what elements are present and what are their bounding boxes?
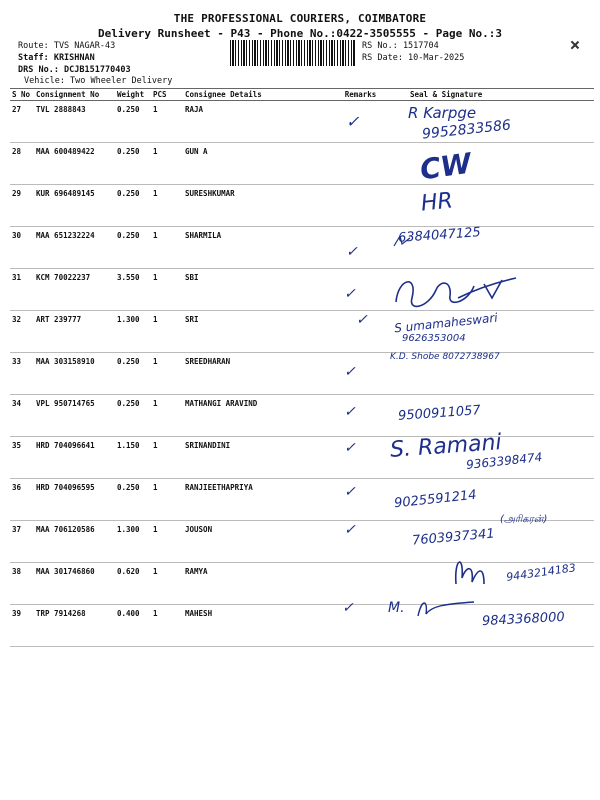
cell-consignment-no: HRD 704096595 xyxy=(34,479,115,521)
cell-remarks xyxy=(335,353,384,395)
remark-tick-mark: ✓ xyxy=(344,404,356,420)
cell-consignment-no: KCM 70022237 xyxy=(34,269,115,311)
cell-pcs: 1 xyxy=(151,227,183,269)
cell-sno: 28 xyxy=(10,143,34,185)
sig-39-name: M. xyxy=(388,600,405,616)
sig-29: HR xyxy=(419,188,455,217)
cell-pcs: 1 xyxy=(151,101,183,143)
cell-sno: 30 xyxy=(10,227,34,269)
cell-pcs: 1 xyxy=(151,143,183,185)
rs-date: RS Date: 10-Mar-2025 xyxy=(362,53,465,63)
cell-weight: 1.300 xyxy=(115,521,151,563)
cell-weight: 0.250 xyxy=(115,143,151,185)
col-pcs: PCS xyxy=(151,89,183,101)
remark-tick-mark: ✓ xyxy=(356,312,368,328)
sig-36-phone: 9025591214 xyxy=(393,487,478,512)
cell-pcs: 1 xyxy=(151,521,183,563)
cell-weight: 0.250 xyxy=(115,101,151,143)
sig-35-phone: 9363398474 xyxy=(465,450,543,472)
cell-pcs: 1 xyxy=(151,605,183,647)
barcode xyxy=(230,40,356,66)
cell-weight: 0.620 xyxy=(115,563,151,605)
cell-consignee: RAMYA xyxy=(183,563,335,605)
remark-tick-mark: ✓ xyxy=(344,286,356,302)
vehicle-label: Vehicle: Two Wheeler Delivery xyxy=(24,76,173,86)
cell-consignment-no: MAA 301746860 xyxy=(34,563,115,605)
cell-pcs: 1 xyxy=(151,353,183,395)
route-label: Route: TVS NAGAR-43 xyxy=(18,41,116,51)
cell-sno: 37 xyxy=(10,521,34,563)
cell-pcs: 1 xyxy=(151,395,183,437)
sig-39-scribble xyxy=(414,596,478,620)
cell-remarks xyxy=(335,143,384,185)
cell-sno: 35 xyxy=(10,437,34,479)
remark-tick-mark: ✓ xyxy=(346,244,358,260)
cell-sno: 29 xyxy=(10,185,34,227)
cell-weight: 1.150 xyxy=(115,437,151,479)
col-remarks: Remarks xyxy=(335,89,384,101)
col-consignment: Consignment No xyxy=(34,89,115,101)
sig-30-scribble xyxy=(392,232,416,252)
cell-consignment-no: KUR 696489145 xyxy=(34,185,115,227)
cell-consignment-no: TRP 7914268 xyxy=(34,605,115,647)
cell-sno: 36 xyxy=(10,479,34,521)
cell-sno: 33 xyxy=(10,353,34,395)
col-signature: Seal & Signature xyxy=(384,89,594,101)
cell-weight: 0.250 xyxy=(115,479,151,521)
col-sno: S No xyxy=(10,89,34,101)
close-icon xyxy=(570,40,580,50)
cell-consignment-no: ART 239777 xyxy=(34,311,115,353)
cell-pcs: 1 xyxy=(151,479,183,521)
cell-weight: 0.250 xyxy=(115,227,151,269)
cell-remarks xyxy=(335,521,384,563)
cell-consignment-no: MAA 706120586 xyxy=(34,521,115,563)
cell-consignee: MAHESH xyxy=(183,605,335,647)
cell-sno: 31 xyxy=(10,269,34,311)
cell-remarks xyxy=(335,227,384,269)
cell-consignee: SRI xyxy=(183,311,335,353)
sig-37-phone: 7603937341 xyxy=(411,526,496,549)
sig-38-phone: 9443214183 xyxy=(505,561,577,584)
remark-tick-mark: ✓ xyxy=(344,522,356,538)
table-row xyxy=(10,353,594,395)
sig-27-name: R Karpge xyxy=(408,104,477,122)
rs-number: RS No.: 1517704 xyxy=(362,41,439,51)
drs-label: DRS No.: DCJB151770403 xyxy=(18,65,131,75)
cell-signature xyxy=(384,185,594,227)
cell-consignment-no: MAA 600489422 xyxy=(34,143,115,185)
cell-remarks xyxy=(335,437,384,479)
cell-consignee: RAJA xyxy=(183,101,335,143)
cell-consignment-no: VPL 950714765 xyxy=(34,395,115,437)
staff-label: Staff: KRISHNAN xyxy=(18,53,95,63)
sig-33: K.D. Shobe 8072738967 xyxy=(390,352,500,362)
sig-32-name: S umamaheswari xyxy=(393,310,499,336)
cell-consignment-no: MAA 651232224 xyxy=(34,227,115,269)
runsheet-subtitle: Delivery Runsheet - P43 - Phone No.:0422-3505555 - Page No.:3 xyxy=(98,27,502,40)
cell-weight: 3.550 xyxy=(115,269,151,311)
remark-tick-mark: ✓ xyxy=(344,440,356,456)
cell-sno: 32 xyxy=(10,311,34,353)
sig-30-phone: 6384047125 xyxy=(397,225,482,246)
remark-tick-mark: ✓ xyxy=(346,112,360,131)
sig-27-phone: 9952833586 xyxy=(421,117,512,143)
table-header-row xyxy=(10,89,594,101)
sig-34-phone: 9500911057 xyxy=(397,403,482,424)
cell-consignee: SURESHKUMAR xyxy=(183,185,335,227)
cell-sno: 38 xyxy=(10,563,34,605)
cell-consignee: SRINANDINI xyxy=(183,437,335,479)
cell-sno: 27 xyxy=(10,101,34,143)
cell-pcs: 1 xyxy=(151,269,183,311)
cell-remarks xyxy=(335,479,384,521)
cell-consignee: SHARMILA xyxy=(183,227,335,269)
cell-weight: 0.250 xyxy=(115,185,151,227)
table-row xyxy=(10,143,594,185)
cell-weight: 0.250 xyxy=(115,353,151,395)
cell-sno: 34 xyxy=(10,395,34,437)
cell-consignee: GUN A xyxy=(183,143,335,185)
cell-consignment-no: HRD 704096641 xyxy=(34,437,115,479)
cell-pcs: 1 xyxy=(151,563,183,605)
sig-37-note: (அரிகரன்) xyxy=(500,514,548,525)
sig-38-scribble xyxy=(450,548,510,592)
remark-tick-mark: ✓ xyxy=(342,600,354,616)
cell-weight: 0.400 xyxy=(115,605,151,647)
col-consignee: Consignee Details xyxy=(183,89,335,101)
col-weight: Weight xyxy=(115,89,151,101)
table-row xyxy=(10,185,594,227)
cell-pcs: 1 xyxy=(151,311,183,353)
cell-remarks xyxy=(335,101,384,143)
cell-consignee: JOUSON xyxy=(183,521,335,563)
cell-consignment-no: MAA 303158910 xyxy=(34,353,115,395)
cell-pcs: 1 xyxy=(151,185,183,227)
cell-consignee: SBI xyxy=(183,269,335,311)
cell-consignee: MATHANGI ARAVIND xyxy=(183,395,335,437)
cell-consignment-no: TVL 2888843 xyxy=(34,101,115,143)
table-row xyxy=(10,395,594,437)
sig-28: CW xyxy=(417,146,474,187)
remark-tick-mark: ✓ xyxy=(344,364,356,380)
sig-39-phone: 9843368000 xyxy=(481,609,566,630)
company-title: THE PROFESSIONAL COURIERS, COIMBATORE xyxy=(173,12,427,25)
cell-consignee: RANJIEETHAPRIYA xyxy=(183,479,335,521)
cell-signature xyxy=(384,143,594,185)
cell-weight: 1.300 xyxy=(115,311,151,353)
cell-sno: 39 xyxy=(10,605,34,647)
table-row xyxy=(10,227,594,269)
cell-remarks xyxy=(335,395,384,437)
cell-remarks xyxy=(335,185,384,227)
cell-pcs: 1 xyxy=(151,437,183,479)
cell-consignee: SREEDHARAN xyxy=(183,353,335,395)
remark-tick-mark: ✓ xyxy=(344,484,356,500)
cell-remarks xyxy=(335,269,384,311)
cell-remarks xyxy=(335,563,384,605)
cell-weight: 0.250 xyxy=(115,395,151,437)
sig-35-name: S. Ramani xyxy=(389,430,503,463)
sig-32-phone: 9626353004 xyxy=(402,333,466,344)
sig-31-scribble xyxy=(388,268,528,318)
